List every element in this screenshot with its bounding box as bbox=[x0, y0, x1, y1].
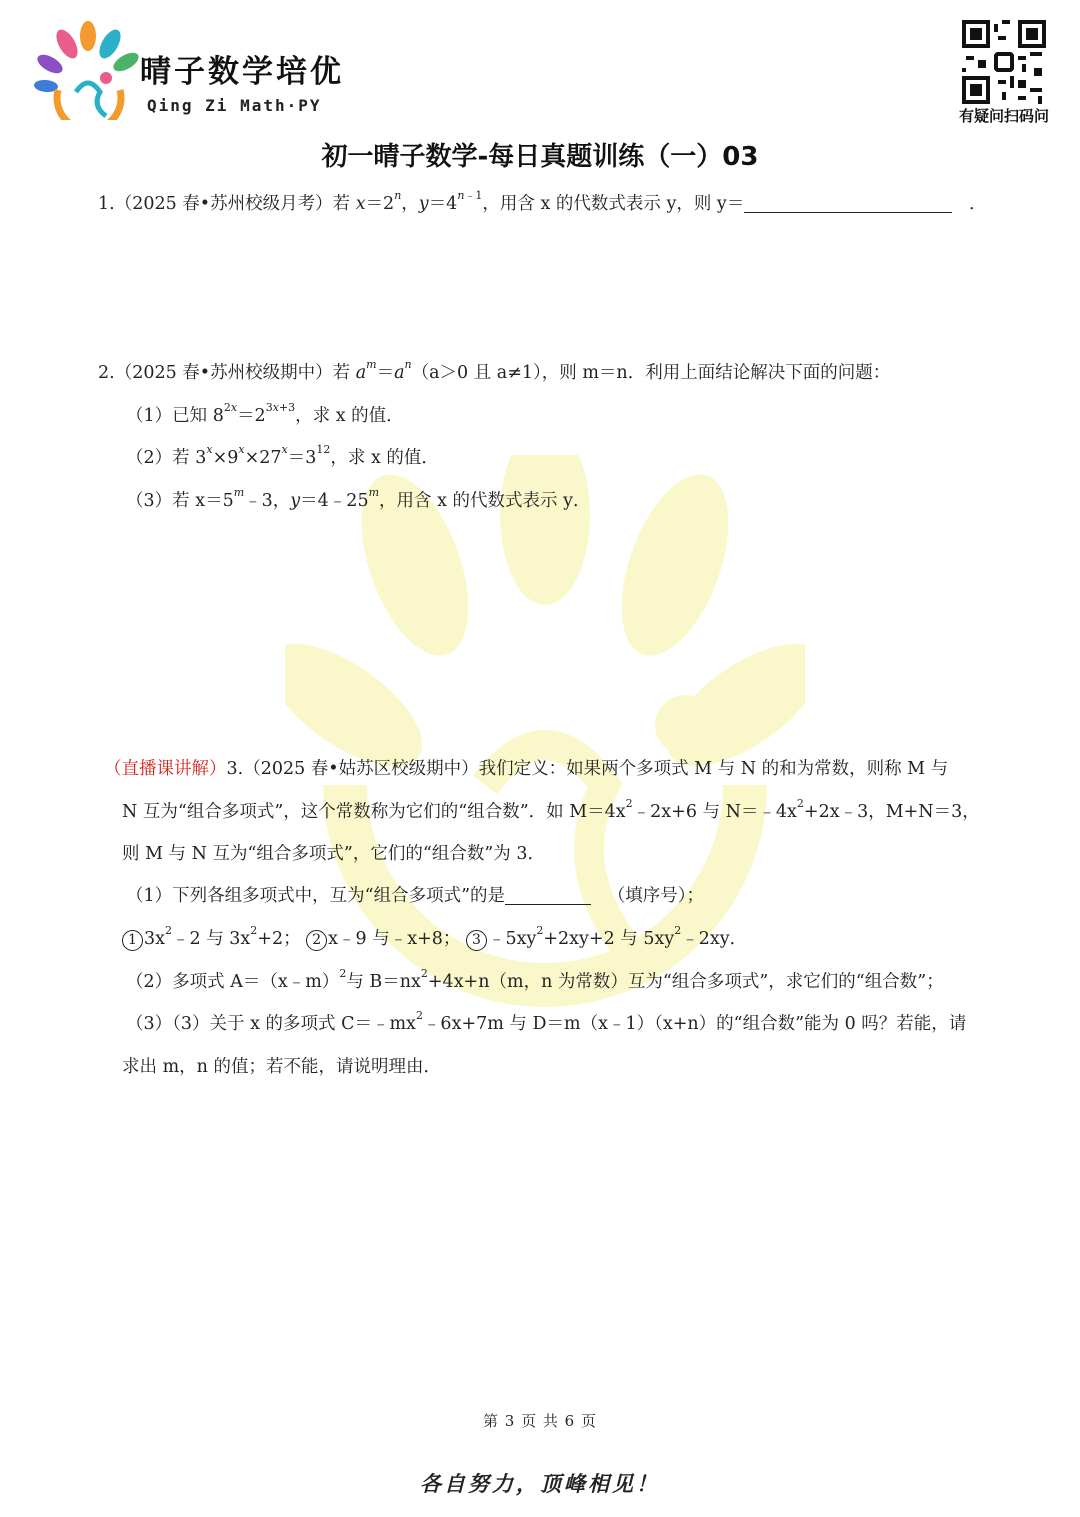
q3-p2-c: +4x+n（m，n 为常数）互为“组合多项式”，求它们的“组合数”； bbox=[427, 972, 944, 992]
qr-code-icon bbox=[962, 20, 1046, 104]
q3-line-2a: N 互为“组合多项式”，这个常数称为它们的“组合数”．如 M＝4x bbox=[122, 802, 626, 822]
question-3 bbox=[104, 757, 948, 781]
q3-p1-answer-blank bbox=[505, 886, 591, 905]
q2-part-1: （1）已知 $8^{2x}=2^{3x+3}$，求 x 的值． bbox=[126, 401, 404, 426]
q3-part-2: （2）多项式 A＝（x﹣m）$^2$与 $B=nx^2+4x+n(m$，n 为常数）互为“组合多项式”，求它们的“组合数”； bbox=[126, 967, 944, 992]
option-3a: ﹣5xy bbox=[487, 929, 537, 949]
brand-name-en: Qing Zi Math·PY bbox=[147, 96, 322, 115]
q3-p2-b: 与 B＝nx bbox=[346, 972, 421, 992]
q3-line-3: 则 M 与 N 互为“组合多项式”，它们的“组合数”为 3． bbox=[122, 844, 545, 864]
option-3b: +2xy+2 与 5xy bbox=[543, 929, 675, 949]
page-title: 初一晴子数学-每日真题训练（一）03 bbox=[321, 142, 759, 172]
option-3c: ﹣2xy． bbox=[681, 929, 748, 949]
q2-p1-b: ，求 x 的值． bbox=[295, 406, 404, 426]
brand-logo-icon bbox=[32, 20, 142, 120]
option-2: x﹣9 与﹣x+8； bbox=[328, 929, 461, 949]
question-1: 1.（2025 春•苏州校级月考）若 $x=2^n$，$y=4^{n﹣1}$，用含 x 的代数式表示 y，则 y＝ ． bbox=[98, 189, 987, 214]
brand-name-cn: 晴子数学培优 bbox=[140, 54, 344, 90]
q3-part-3-line-2: 求出 m，n 的值；若不能，请说明理由． bbox=[122, 1057, 441, 1077]
option-1c: +2； bbox=[257, 929, 301, 949]
q1-text-a: 1.（2025 春•苏州校级月考）若 bbox=[98, 194, 356, 214]
q2-part-3: （3）若 $x=5^m﹣3$，$y=4﹣25^m$，用含 x 的代数式表示 y． bbox=[126, 486, 591, 511]
q3-line-2: N 互为“组合多项式”，这个常数称为它们的“组合数”．如 $M=4x^2﹣2x+6$ 与 $N=﹣4x^2+2x﹣3$，M+N＝3， bbox=[122, 797, 980, 822]
q3-p1-b: （填序号）； bbox=[607, 886, 704, 906]
q3-options: 1 $3x^2﹣2$ 与 $3x^2+2$； 2 x﹣9 与﹣x+8； 3 $﹣5xy^2+2xy+2$ 与 $5xy^2﹣2xy$． bbox=[122, 927, 747, 951]
q3-line-1: 3.（2025 春•姑苏区校级期中）我们定义：如果两个多项式 M 与 N 的和为常数，则称 M 与 bbox=[226, 759, 949, 779]
q3-part-1 bbox=[126, 884, 704, 908]
q3-part-3: （3）（3）关于 x 的多项式 $C=﹣mx^2﹣6x+7m$ 与 D＝m（x﹣1）（x+n）的“组合数”能为 0 吗？若能，请 bbox=[126, 1009, 967, 1034]
q2-p3-a: （3）若 x＝5 bbox=[126, 491, 234, 511]
q3-p1-a: （1）下列各组多项式中，互为“组合多项式”的是 bbox=[126, 886, 506, 906]
option-3-marker: 3 bbox=[466, 930, 487, 951]
option-2-marker: 2 bbox=[306, 930, 327, 951]
qr-caption: 有疑问扫码问 bbox=[958, 107, 1049, 125]
q3-p3-a: （3）（3）关于 x 的多项式 C＝﹣mx bbox=[126, 1014, 416, 1034]
question-2: 2.（2025 春•苏州校级期中）若 $a^m=a^n(a>0$ 且 a≠1），则 m＝n．利用上面结论解决下面的问题： bbox=[98, 358, 891, 383]
page-number: 第 3 页 共 6 页 bbox=[483, 1412, 597, 1430]
q2-part-2: （2）若 $3^x\times 9^x\times 27^x=3^{12}$，求 x 的值． bbox=[126, 443, 439, 468]
q2-lead: 2.（2025 春•苏州校级期中）若 bbox=[98, 363, 356, 383]
q3-line-2c: +2x﹣3，M+N＝3， bbox=[803, 802, 980, 822]
q3-p2-a: （2）多项式 A＝（x﹣m） bbox=[126, 972, 340, 992]
option-1b: ﹣2 与 3x bbox=[172, 929, 251, 949]
option-1a: 3x bbox=[144, 929, 166, 949]
q1-text-b: ，用含 x 的代数式表示 y，则 y＝ bbox=[482, 194, 745, 214]
footer-motto: 各自努力，顶峰相见！ bbox=[420, 1472, 660, 1496]
q3-live-tag: （直播课讲解） bbox=[104, 759, 227, 779]
q1-answer-blank bbox=[744, 194, 952, 213]
q2-p2-b: ，求 x 的值． bbox=[330, 448, 439, 468]
q3-p3-b: ﹣6x+7m 与 D＝m（x﹣1）（x+n）的“组合数”能为 0 吗？若能，请 bbox=[422, 1014, 967, 1034]
q2-p2-a: （2）若 3 bbox=[126, 448, 207, 468]
q2-p1-a: （1）已知 8 bbox=[126, 406, 224, 426]
q3-line-2b: ﹣2x+6 与 N＝﹣4x bbox=[632, 802, 797, 822]
q2-condition: （a＞0 且 a≠1），则 m＝n．利用上面结论解决下面的问题： bbox=[411, 363, 891, 383]
q2-p3-b: ，用含 x 的代数式表示 y． bbox=[379, 491, 591, 511]
option-1-marker: 1 bbox=[122, 930, 143, 951]
